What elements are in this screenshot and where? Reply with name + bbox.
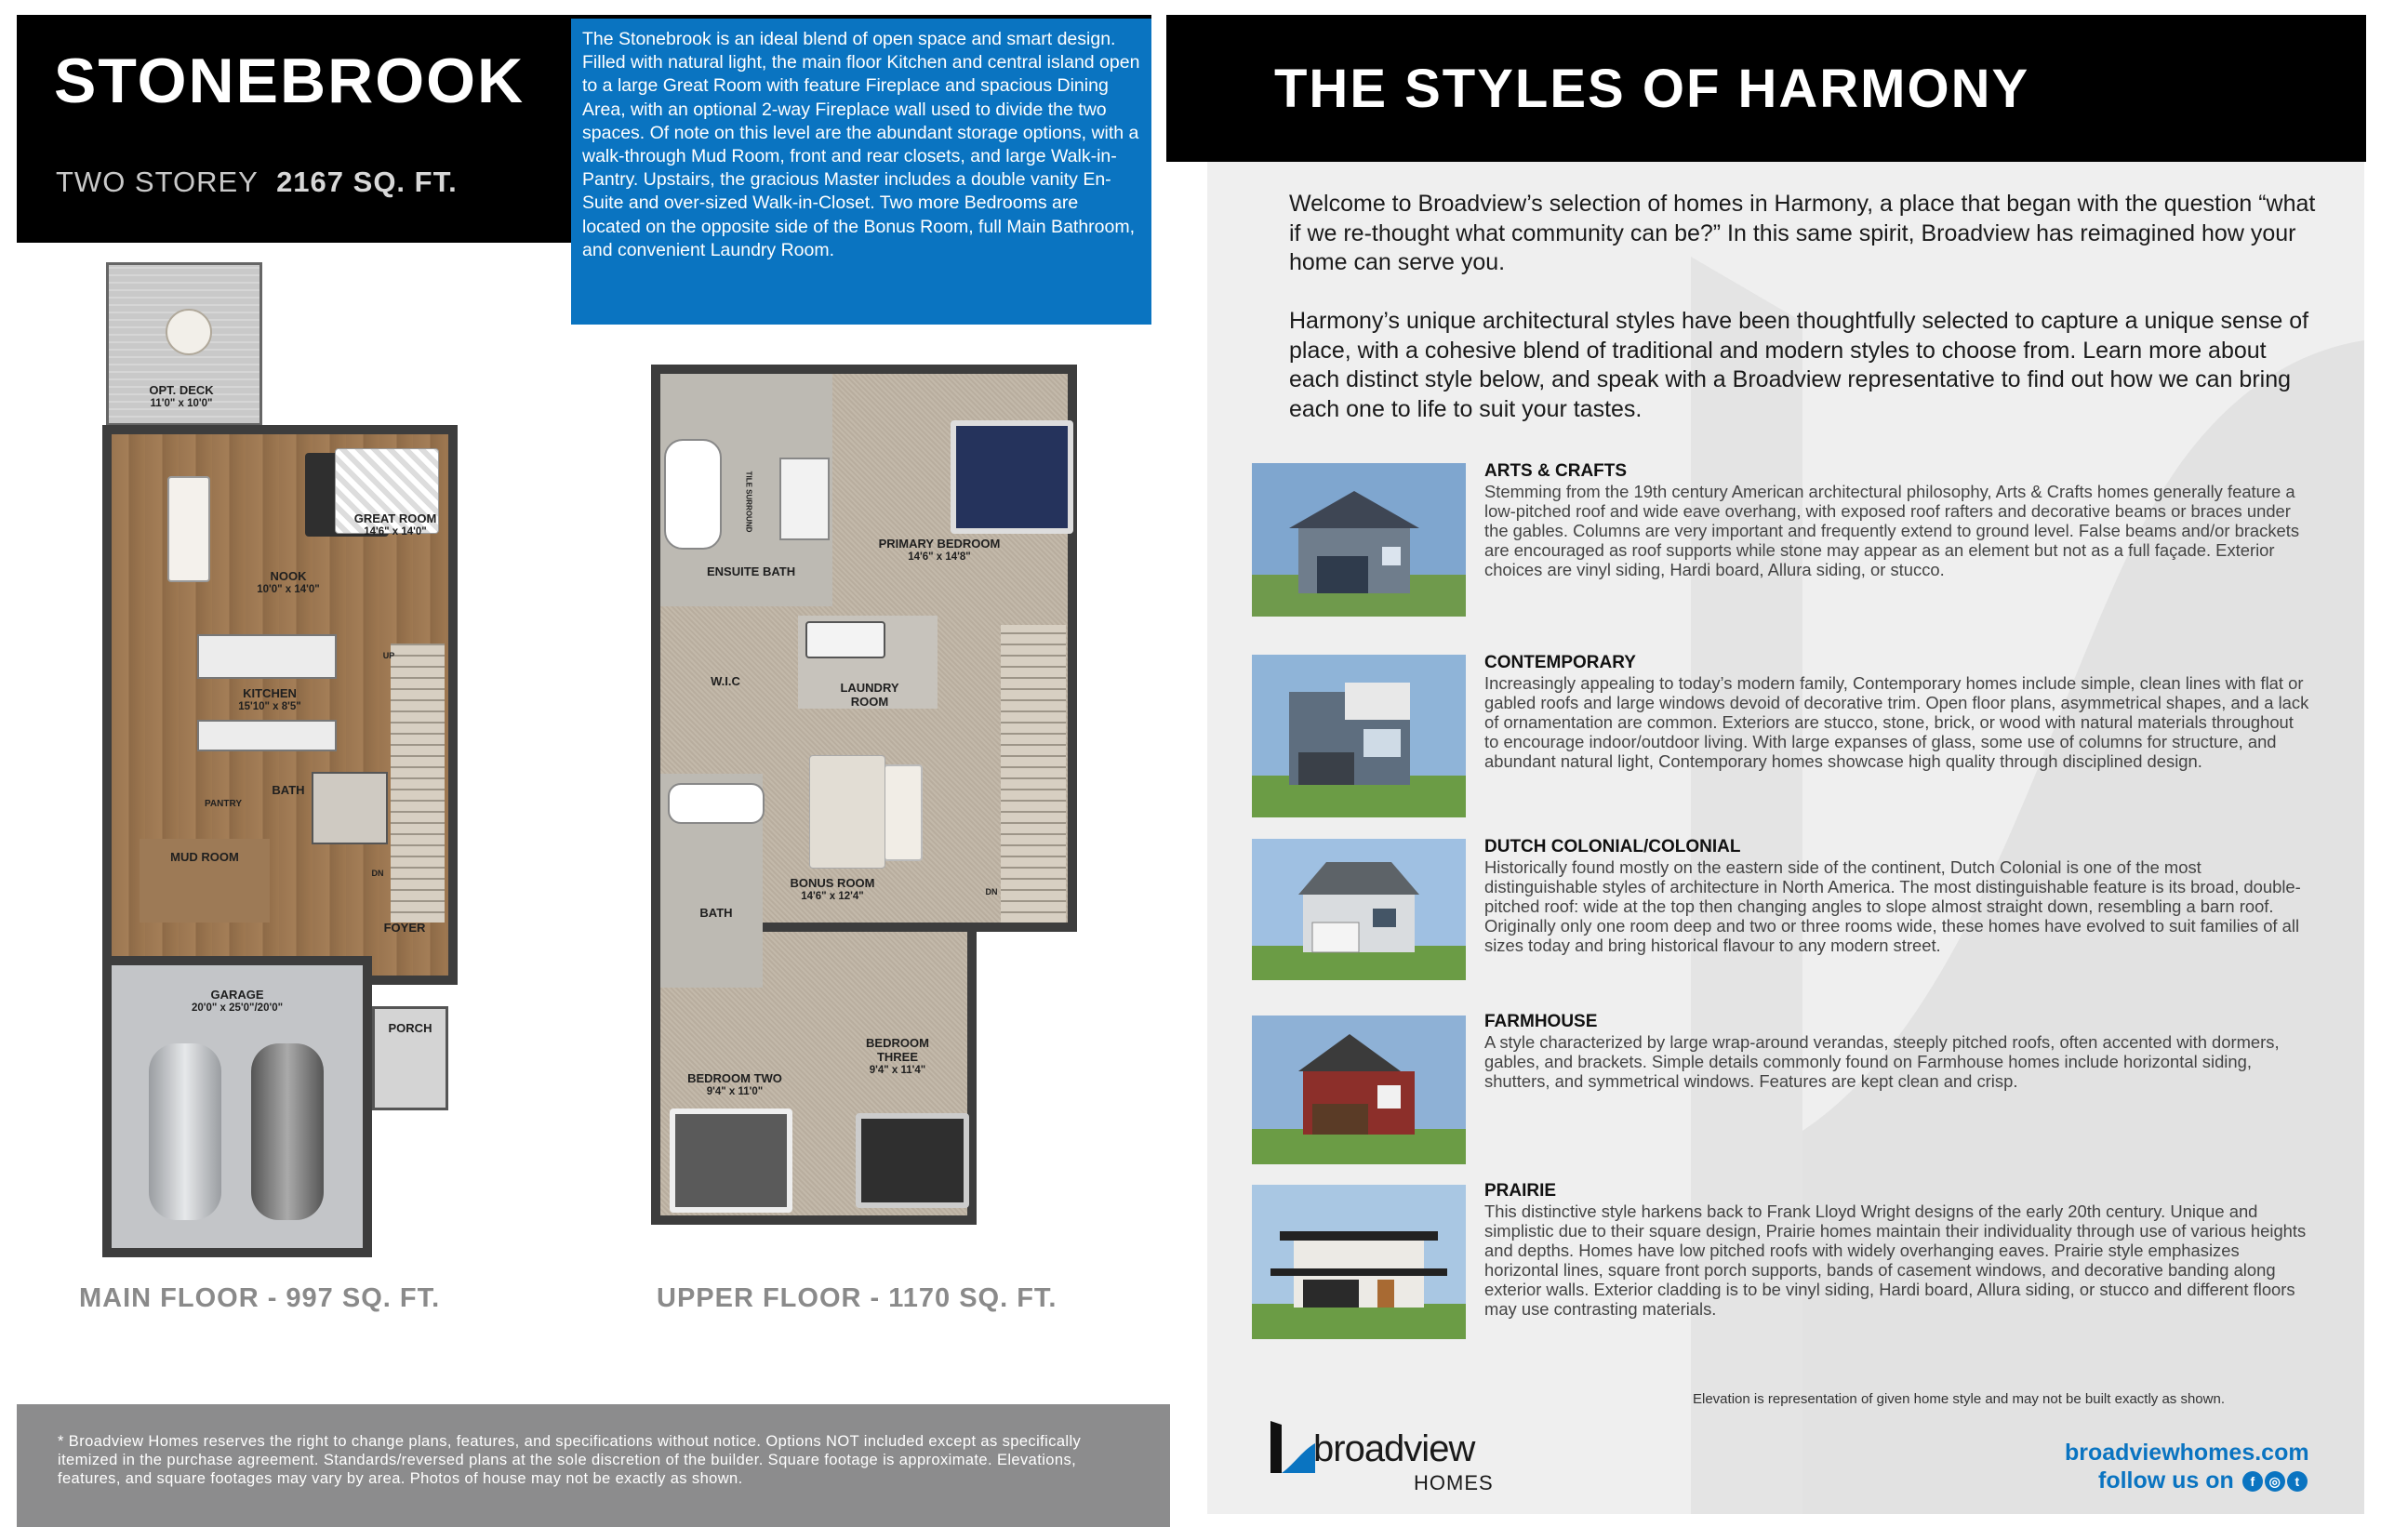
upper-floor-label: UPPER FLOOR - 1170 SQ. FT. (657, 1283, 1057, 1313)
room-laundry: LAUNDRY ROOM (840, 681, 899, 709)
elevation-note: Elevation is representation of given home style and may not be built exactly as shown. (1693, 1391, 2225, 1407)
style-desc-farmhouse: A style characterized by large wrap-around verandas, steeply pitched roofs, often accented with dormers, gables, and brackets. Simple details commonly found on Farmhouse homes include horizontal siding, shutters, and symmetrical windows. Features are kept clean and crisp. (1484, 1032, 2280, 1091)
bath-tile (312, 772, 388, 844)
home-subtitle (56, 166, 458, 199)
contemporary-house-image (1252, 655, 1466, 817)
bonus-rug (809, 755, 885, 869)
car-left (149, 1043, 221, 1220)
counter-top (197, 720, 337, 751)
bed-primary (951, 420, 1073, 534)
room-kitchen: KITCHEN 15'10" x 8'5" (238, 686, 301, 712)
stair-up-mark: UP (382, 651, 395, 660)
style-desc-contemporary: Increasingly appealing to today’s modern family, Contemporary homes include simple, clean lines with flat or gabled roofs and large windows devoid of decorative trim. Open floor plans, asymmetrical shapes, and a lack of ornamentation are common. Exteriors are stucco, stone, brick, or wood with natural materials throughout to encourage indoor/outdoor living. With large expanses of glass, some use of columns for structure, and abundant natural light, Contemporary homes showcase high quality through disciplined design. (1484, 673, 2309, 771)
brand-sub: HOMES (1414, 1471, 1494, 1494)
room-deck: OPT. DECK 11'0" x 10'0" (149, 383, 214, 409)
upper-stair-down-mark: DN (985, 887, 998, 896)
style-title-dutch-colonial: DUTCH COLONIAL/COLONIAL (1484, 837, 1741, 856)
style-desc-prairie: This distinctive style harkens back to Frank Lloyd Wright designs of the early 20th century. Unique and simplistic due to their square design, Prairie homes maintain their individuality through use of various heights and depths. Homes have low pitched roofs with widely overhanging eaves. Prairie style emphasizes horizontal lines, square front porch supports, bands of casement windows, and decorative banding along exterior walls. Exterior cladding is to be vinyl siding, Hardi board, Allura siding, or stucco and different floors may use contrasting materials. (1484, 1201, 2307, 1319)
dining-table (167, 476, 210, 582)
room-bath-main: BATH (272, 783, 305, 797)
room-foyer: FOYER (383, 921, 426, 935)
stairs-main (391, 644, 445, 923)
room-mud: MUD ROOM (170, 850, 239, 864)
bed-three (856, 1113, 969, 1208)
stair-down-mark: DN (371, 869, 384, 878)
room-bedroom-three: BEDROOM THREE 9'4" x 11'4" (866, 1036, 929, 1076)
brand-name: broadview (1313, 1428, 1475, 1469)
style-title-contemporary: CONTEMPORARY (1484, 653, 1636, 672)
room-bedroom-two: BEDROOM TWO 9'4" x 11'0" (687, 1071, 782, 1097)
intro-paragraph-1: Welcome to Broadview’s selection of homes in Harmony, a place that began with the question “what if we re-thought what community can be?” In this same spirit, Broadview has reimagined how your home can serve you. (1289, 191, 2316, 275)
twitter-icon[interactable]: t (2287, 1471, 2308, 1492)
style-desc-dutch-colonial: Historically found mostly on the eastern side of the continent, Dutch Colonial is one of the most distinguishable styles of architecture in North America. The most distinguishable feature is its broad, double-pitched roof: wide at the top then changing angles to slope almost straight down, resembling a barn roof. Originally only one room deep and two or three rooms wide, these homes have evolved to suit families of all sizes today and bring historical flavour to any modern street. (1484, 857, 2301, 955)
room-great: GREAT ROOM 14'6" x 14'0" (353, 511, 437, 538)
room-primary-bedroom: PRIMARY BEDROOM 14'6" x 14'8" (878, 537, 1001, 563)
storey-type: TWO STOREY (56, 166, 259, 198)
main-floor-plan (102, 262, 474, 1257)
room-pantry: PANTRY (205, 799, 242, 809)
follow-text: follow us on (2098, 1467, 2234, 1494)
broadview-logo-mark-icon (1265, 1419, 1317, 1477)
style-title-arts-crafts: ARTS & CRAFTS (1484, 461, 1628, 481)
styles-title: THE STYLES OF HARMONY (1274, 59, 2030, 119)
intro-paragraph-2: Harmony’s unique architectural styles have been thoughtfully selected to capture a unique sense of place, with a cohesive blend of traditional and modern styles to choose from. Learn more about each distinct style below, and speak with a Broadview representative to find out how we can bring each one to life to suit your tastes. (1289, 308, 2309, 422)
style-title-prairie: PRAIRIE (1484, 1181, 1557, 1201)
follow-us (2098, 1467, 2308, 1494)
home-description-box: The Stonebrook is an ideal blend of open space and smart design. Filled with natural light, the main floor Kitchen and central island open to a large Great Room with feature Fireplace and spacious Dining Area, with an optional 2-way Fireplace wall used to divide the two spaces. Of note on this level are the abundant storage options, with a walk-through Mud Room, front and rear closets, and large Walk-in-Pantry. Upstairs, the gracious Master includes a double vanity En-Suite and over-sized Walk-in-Closet. Two more Bedrooms are located on the opposite side of the Bonus Room, full Main Bathroom, and convenient Laundry Room. (571, 19, 1151, 325)
bonus-sofa (884, 764, 923, 861)
farmhouse-house-image (1252, 1016, 1466, 1164)
upper-floor-plan (651, 365, 1079, 1225)
kitchen-island (197, 634, 337, 679)
tile-surround-note: TILE SURROUND (744, 471, 753, 533)
home-title: STONEBROOK (54, 46, 525, 116)
total-sqft: 2167 SQ. FT. (276, 166, 458, 198)
washer-dryer (805, 621, 885, 658)
room-wic: W.I.C (711, 674, 740, 688)
bathtub-upper (668, 783, 765, 824)
main-floor-label: MAIN FLOOR - 997 SQ. FT. (79, 1283, 441, 1313)
room-garage: GARAGE 20'0" x 25'0"/20'0" (191, 988, 284, 1014)
prairie-house-image (1252, 1185, 1466, 1339)
deck-table (166, 309, 212, 355)
facebook-icon[interactable]: f (2242, 1471, 2263, 1492)
stairs-upper (1001, 625, 1066, 923)
car-right (251, 1043, 324, 1220)
instagram-icon[interactable]: ◎ (2265, 1471, 2285, 1492)
shower-ensuite (779, 458, 830, 540)
style-desc-arts-crafts: Stemming from the 19th century American architectural philosophy, Arts & Crafts homes generally feature a low-pitched roof and wide eave overhang, with exposed roof rafters and decorative beams or braces under the gables. Columns are very important and frequently extend to ground level. False beams and/or brackets are encouraged as roof supports while stone may appear as an element but not as a full façade. Exterior choices are vinyl siding, Hardi board, Allura siding, or stucco. (1484, 482, 2300, 579)
style-title-farmhouse: FARMHOUSE (1484, 1012, 1598, 1031)
website-link[interactable]: broadviewhomes.com (2065, 1440, 2309, 1466)
disclaimer-box: * Broadview Homes reserves the right to change plans, features, and specifications without notice. Options NOT included except as specifically itemized in the purchase agreement. Standards/reversed plans at the sole discretion of the builder. Square footage is approximate. Elevations, features, and square footages may vary by area. Photos of house may not be exactly as shown. (17, 1404, 1170, 1527)
bathtub-ensuite (664, 439, 722, 550)
dutch-colonial-house-image (1252, 839, 1466, 980)
arts-crafts-house-image (1252, 463, 1466, 617)
room-bonus: BONUS ROOM 14'6" x 12'4" (790, 876, 875, 902)
room-ensuite-bath: ENSUITE BATH (707, 564, 796, 578)
room-porch: PORCH (388, 1021, 432, 1035)
room-nook: NOOK 10'0" x 14'0" (257, 569, 320, 595)
bed-two (670, 1109, 792, 1213)
room-bath-upper: BATH (699, 906, 733, 920)
